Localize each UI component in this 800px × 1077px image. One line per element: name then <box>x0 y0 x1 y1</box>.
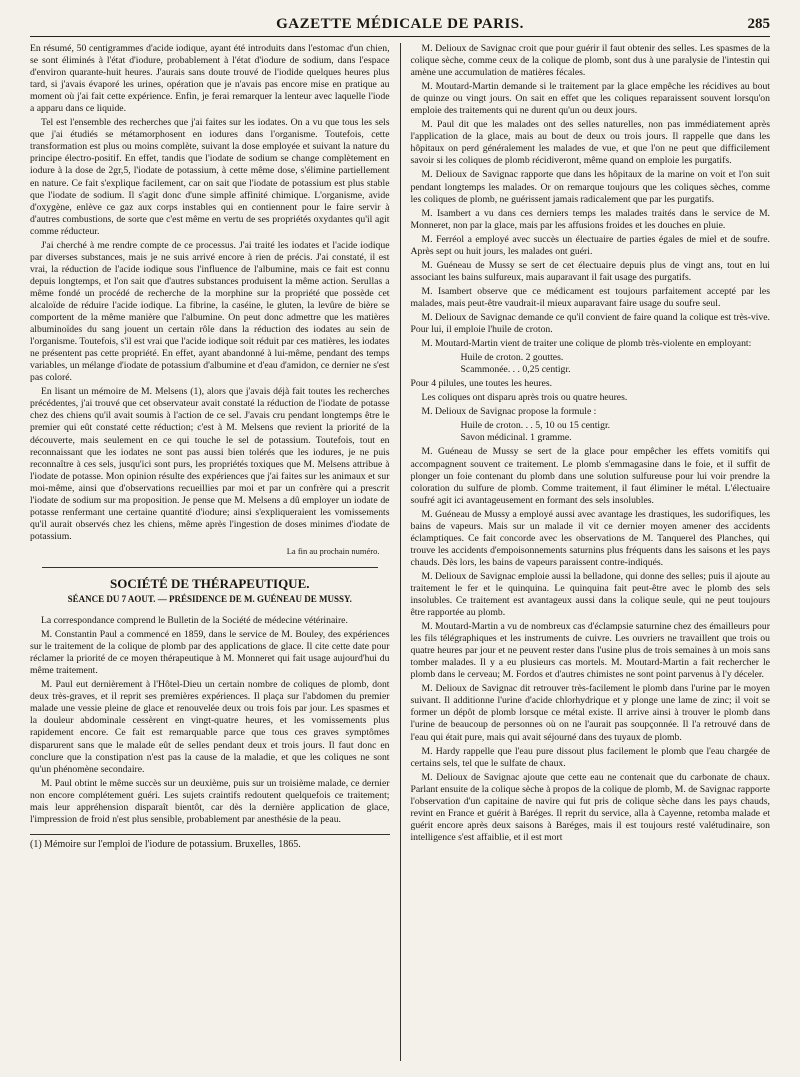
right-column <box>410 43 770 1061</box>
formula-line: Huile de croton. . . 5, 10 ou 15 centigr. <box>460 420 611 432</box>
session-heading: SÉANCE DU 7 AOUT. — PRÉSIDENCE DE M. GUÉNEAU DE MUSSY. <box>67 594 352 605</box>
footnote: (1) Mémoire sur l'emploi de l'iodure de potassium. Bruxelles, 1865. <box>30 834 390 851</box>
section-title: SOCIÉTÉ DE THÉRAPEUTIQUE. <box>109 575 310 591</box>
paragraph: En lisant un mémoire de M. Melsens (1), alors que j'avais déjà fait toutes les recherches précédentes, j'ai trouvé que cet observateur avait constaté la réduction de l'iodate de potasse chez des chiens qu'il avait soumis à l'action de ce sel. J'avais cru pendant longtemps être le premier qui eût constaté cette réduction; c'est à M. Melsens que revient la priorité de la découverte, mais seulement en ce qui touche le sel de potassium. Toutefois, tout en reconnaissant que les iodates ne sont pas aussi bien tolérés que les iodures, je ne puis reconnaître à ces sels, jusqu'ici sont purs, les propriétés toxiques que M. Melsens attribue à l'iodate de potasse. Mon opinion résulte des expériences que j'ai faites sur les animaux et sur moi-même, ainsi que d'observations recueillies par moi et par un confrère qui a prescrit l'iodate de sodium sur ma proposition. Je pense que M. Melsens a dû employer un iodate de potasse renfermant une certaine quantité d'iodure; ainsi s'expliqueraient les vomissements qu'il aurait observés chez les chiens, même après l'ingestion de doses minimes d'iodate de potassium. <box>30 386 390 542</box>
left-column <box>30 43 390 1061</box>
paragraph: M. Paul obtint le même succès sur un deuxième, puis sur un troisième malade, ce dernier non encore complétement guéri. Les sujets craintifs redoutent quelquefois ce traitement; mais leur appréhension disparaît bientôt, car dès la dernière application de glace, l'impression de froid n'est plus sensible, probablement par anesthésie de la peau. <box>30 777 390 825</box>
paragraph: M. Delioux de Savignac demande ce qu'il convient de faire quand la colique est très-vive. Pour lui, il emploie l'huile de croton. <box>410 311 770 336</box>
paragraph: M. Moutard-Martin a vu de nombreux cas d'éclampsie saturnine chez des émailleurs pour les fils télégraphiques et les instruments de cuivre. Les ouvriers ne travaillent que trois ou quatre heures par jour et ne peuvent rester dans l'usine plus de trois semaines à un mois sans tomber malades. Il y a eu plusieurs cas mortels. M. Moutard-Martin a fait rechercher le plomb dans le cerveau; M. Fordos et d'autres chimistes ne sont point parvenus à l'y déceler. <box>410 621 770 681</box>
paragraph: Pour 4 pilules, une toutes les heures. <box>410 378 553 390</box>
paragraph: M. Ferréol a employé avec succès un électuaire de parties égales de miel et de soufre. Après sept ou huit jours, les malades ont guéri. <box>410 233 770 257</box>
paragraph: M. Moutard-Martin demande si le traitement par la glace empêche les récidives au bout de quinze ou vingt jours. On sait en effet que les coliques reparaissent souvent lorsqu'on emploie des traitements qui ne durent qu'un ou deux jours. <box>410 81 770 117</box>
paragraph: Tel est l'ensemble des recherches que j'ai faites sur les iodates. On a vu que tous les sels que j'ai étudiés se métamorphosent en iodures dans l'organisme. Toutefois, cette transformation est plus ou moins complète, suivant la dose employée et suivant la nature du principe électro-positif. En effet, tandis que l'iodate de sodium se change complètement en iodure à la dose de 2gr,5, l'iodate de potassium, à cette même dose, s'élimine partiellement en nature. Ce fait s'explique facilement, car on sait que l'iodate de potassium est plus stable que l'iodate de sodium. Il s'agit donc d'une simple affinité chimique. L'organisme, avide d'oxygène, enlève ce gaz aux corps instables qui en contiennent pour le faire servir à d'autres combustions, de sorte que c'est même en vertu de ses propriétés oxydantes qu'il agit comme réducteur. <box>30 117 390 237</box>
paragraph: M. Guéneau de Mussy se sert de la glace pour empêcher les effets vomitifs qui accompagnent souvent ce traitement. Le plomb s'emmagasine dans le foie, et il suffit de plonger un foie contenant du plomb dans une solution sulfureuse pour lui voir prendre la coloration du sulfure de plomb. Comme traitement, il faut éliminer le métal. L'électuaire soufré agit ici avantageusement en formant des sels insolubles. <box>410 446 770 506</box>
page-header <box>30 14 770 37</box>
paragraph: M. Paul eut dernièrement à l'Hôtel-Dieu un certain nombre de coliques de plomb, dont deux très-graves, et il reprit ses premières expériences. Il plaça sur l'abdomen du premier malade une vessie pleine de glace et renouvelée deux ou trois fois par jour. Les spasmes et la douleur abdominale cessèrent en vingt-quatre heures, et les vomissements plus rapidement encore. Ce fait est remarquable parce que tous ces graves symptômes disparurent sans que le malade eût de selles pendant deux et trois jours. Il faut donc en conclure que la constipation n'est pas la cause de la maladie, et que les coliques ne sont qu'un phénomène secondaire. <box>30 679 390 775</box>
paragraph: M. Delioux de Savignac propose la formule : <box>421 406 597 418</box>
paragraph: M. Paul dit que les malades ont des selles naturelles, non pas immédiatement après l'application de la glace, mais au bout de deux ou trois jours. Il rappelle que dans les hôpitaux on perd généralement les malades de vue, et que l'on ne peut que difficilement savoir si les coliques de plomb récidiveront, même quand on emploie les purgatifs. <box>410 119 770 167</box>
prescription-formula <box>460 352 770 376</box>
formula-line: Scammonée. . . 0,25 centigr. <box>460 364 571 376</box>
section-divider <box>42 567 378 568</box>
paragraph: J'ai cherché à me rendre compte de ce processus. J'ai traité les iodates et l'acide iodique par diverses substances, mais je ne suis arrivé encore à rien de précis. J'ai constaté, il est vrai, la réduction de l'acide iodique sous l'influence de l'albumine, mais ce fait est connu depuis longtemps, et l'on sait que d'autres substances produisent la même action. Serullas a même fondé un procédé de recherche de la morphine sur la propriété que possède cet alcaloïde de réduire l'acide iodique. La fibrine, la caséine, le gluten, la levûre de bière se comportent de la même manière que l'albumine. On peut donc admettre que les matières albuminoïdes du sang jouent un certain rôle dans la réduction des iodates au sein de l'organisme. Toutefois, s'il est vrai que l'acide iodique soit réduit par ces matières, les iodates ne présentent pas cette propriété. En effet, ayant abandonné à lui-même, pendant des temps variables, un mélange d'iodate de potassium d'albumine et d'eau d'amidon, ce dernier ne s'est pas coloré. <box>30 239 390 384</box>
paragraph: M. Isambert a vu dans ces derniers temps les malades traités dans le service de M. Monneret, non par la glace, mais par les affusions froides et les douches en pluie. <box>410 207 770 231</box>
paragraph: M. Guéneau de Mussy a employé aussi avec avantage les drastiques, les sudorifiques, les bains de vapeurs. Mais sur un malade il vit ce dernier moyen amener des accidents éclamptiques. Ce fait concorde avec les observations de M. Tanquerel des Planches, qui trouve les accidents d'empoisonnements saturnins plus fréquents dans les saisons et les pays chauds. Dès lors, les bains de vapeurs paraissent contre-indiqués. <box>410 508 770 568</box>
paragraph: Les coliques ont disparu après trois ou quatre heures. <box>421 392 628 404</box>
paragraph: M. Moutard-Martin vient de traiter une colique de plomb très-violente en employant: <box>421 338 752 350</box>
prescription-formula <box>460 420 770 444</box>
journal-title: GAZETTE MÉDICALE DE PARIS. <box>276 16 524 32</box>
paragraph: M. Delioux de Savignac croit que pour guérir il faut obtenir des selles. Les spasmes de la colique sèche, comme ceux de la colique de plomb, sont dus à une paralysie de l'intestin qui amène une accumulation de matières fécales. <box>410 43 770 79</box>
paragraph: M. Delioux de Savignac ajoute que cette eau ne contenait que du carbonate de chaux. Parlant ensuite de la colique sèche à propos de la colique de plomb, M. de Savignac rapporte l'observation d'un capitaine de navire qui fut pris de colique sèche dans les pays chauds, revint en France et guérit à Baréges. Il reprit du service, alla à Cayenne, retomba malade et guérit encore après deux saisons à Baréges, mais il est toujours resté valétudinaire, son intelligence s'est affaiblie, et il est mort <box>410 771 770 843</box>
paragraph: M. Isambert observe que ce médicament est toujours parfaitement accepté par les malades, mais peut-être vaudrait-il mieux auparavant faire usage du soufre seul. <box>410 285 770 309</box>
formula-line: Huile de croton. 2 gouttes. <box>460 352 564 364</box>
paragraph: En résumé, 50 centigrammes d'acide iodique, ayant été introduits dans l'estomac d'un chien, se sont éliminés à l'état d'iodure, probablement à l'état d'iodure de sodium, dans l'espace d'environ quarante-huit heures. J'aurais sans doute trouvé de l'iodide quelques heures plus tard, si j'avais évaporé les urines, opération que je n'avais pas encore mise en pratique au moment où j'ai fait cette expérience. Enfin, je ferai remarquer la lenteur avec laquelle l'iode a apparu dans ce liquide. <box>30 43 390 115</box>
page-number: 285 <box>747 16 770 32</box>
paragraph: M. Delioux de Savignac dit retrouver très-facilement le plomb dans l'urine par le moyen suivant. Il additionne l'urine d'acide chlorhydrique et y plonge une lame de zinc; il voit se former un dépôt de plomb lorsque ce métal existe. Il arrive ainsi à trouver le plomb dans l'urine de beaucoup de personnes où on ne l'aurait pas soupçonnée. Il l'a retrouvé dans de l'eau qui était pure, mais qui avait séjourné dans des tuyaux de plomb. <box>410 683 770 743</box>
paragraph: M. Constantin Paul a commencé en 1859, dans le service de M. Bouley, des expériences sur le traitement de la colique de plomb par des applications de glace. Il cite cette date pour réclamer la priorité de ce moyen thérapeutique à M. Monneret qui fait usage aujourd'hui du même traitement. <box>30 629 390 677</box>
column-rule <box>400 43 401 1061</box>
paragraph: M. Hardy rappelle que l'eau pure dissout plus facilement le plomb que l'eau chargée de certains sels, tel que le sulfate de chaux. <box>410 745 770 769</box>
formula-line: Savon médicinal. 1 gramme. <box>460 432 572 444</box>
paragraph: M. Delioux de Savignac emploie aussi la belladone, qui donne des selles; puis il ajoute au traitement le fer et le quinquina. Le quinquina fait peut-être avec le plomb des sels insolubles. Ce traitement est avantageux aussi dans la colique seule, qui ne peut toujours être rapportée au plomb. <box>410 570 770 619</box>
continuation-note: La fin au prochain numéro. <box>286 545 380 556</box>
paragraph: M. Delioux de Savignac rapporte que dans les hôpitaux de la marine on voit et l'on suit pendant longtemps les malades. Or on remarque toujours que les coliques sèches, comme les coliques de plomb, ne guérissent jamais radicalement que par les purgatifs. <box>410 169 770 205</box>
paragraph: La correspondance comprend le Bulletin de la Société de médecine vétérinaire. <box>41 615 348 627</box>
paragraph: M. Guéneau de Mussy se sert de cet électuaire depuis plus de vingt ans, tout en lui associant les bains sulfureux, mais auparavant il fait usage des purgatifs. <box>410 259 770 283</box>
